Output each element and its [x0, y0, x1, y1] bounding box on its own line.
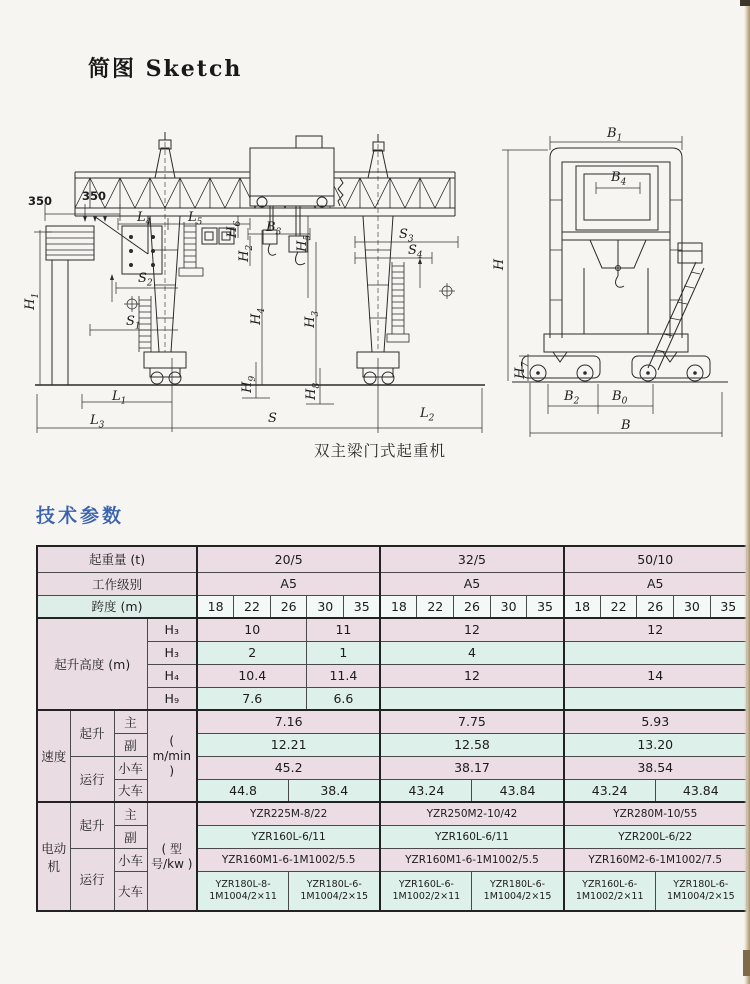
table-cell: YZR160L-6/11: [380, 825, 563, 848]
table-cell: YZR280M-10/55: [564, 802, 747, 825]
dim-label: $S_1$: [126, 314, 141, 332]
table-cell: 32/5: [380, 546, 563, 572]
table-cell: YZR160L-6/11: [197, 825, 380, 848]
dim-label: $L_5$: [188, 210, 203, 228]
table-cell: 工作级别: [37, 572, 197, 595]
table-cell: YZR160M2-6-1M1002/7.5: [564, 848, 747, 871]
trolley-house: [562, 166, 670, 334]
table-cell: 起升: [70, 710, 114, 756]
table-cell: 30: [490, 595, 527, 618]
dim-label: $L_3$: [90, 413, 105, 431]
front-view: [34, 132, 485, 433]
table-cell: 7.6: [197, 687, 307, 710]
table-cell: 26: [270, 595, 307, 618]
table-cell: YZR200L-6/22: [564, 825, 747, 848]
dim-label: $H_1$: [23, 292, 41, 310]
table-cell: 18: [197, 595, 234, 618]
table-cell: YZR160M1-6-1M1002/5.5: [380, 848, 563, 871]
table-cell: 4: [380, 641, 563, 664]
table-cell: 12: [380, 618, 563, 641]
table-cell: 10: [197, 618, 307, 641]
dim-label: $B_0$: [612, 389, 628, 407]
ladders: [139, 222, 409, 352]
table-cell: 43.84: [655, 779, 747, 802]
table-cell: 小车: [114, 848, 147, 871]
table-cell: 22: [417, 595, 454, 618]
table-cell: 35: [710, 595, 747, 618]
dim-label: $H_4$: [249, 307, 267, 325]
dim-label: $B_4$: [611, 170, 627, 188]
table-cell: 11: [307, 618, 380, 641]
scan-corner-mark-bottom: [743, 950, 750, 976]
table-cell: 运行: [70, 756, 114, 802]
table-cell: 起重量 (t): [37, 546, 197, 572]
dim-label: $H_8$: [304, 382, 322, 400]
table-cell: 45.2: [197, 756, 380, 779]
table-row: [37, 546, 747, 572]
table-cell: [380, 687, 563, 710]
table-cell: [564, 687, 747, 710]
crane-diagram: [0, 0, 750, 478]
table-cell: YZR180L-6-1M1004/2×15: [655, 871, 747, 911]
dim-label: $L_1$: [112, 389, 127, 407]
table-cell: 7.75: [380, 710, 563, 733]
table-row: [37, 779, 747, 802]
table-cell: 13.20: [564, 733, 747, 756]
diagram-caption: 双主梁门式起重机: [314, 442, 447, 460]
table-cell: YZR160L-6-1M1002/2×11: [564, 871, 656, 911]
dim-label: $H_2$: [237, 244, 255, 262]
table-row: [37, 871, 747, 911]
table-cell: ( m/min ): [147, 710, 197, 802]
table-cell: 7.16: [197, 710, 380, 733]
table-cell: 运行: [70, 848, 114, 911]
table-cell: 小车: [114, 756, 147, 779]
dim-label: $H_9$: [240, 375, 258, 393]
table-cell: 副: [114, 825, 147, 848]
table-cell: 30: [307, 595, 344, 618]
table-cell: 18: [564, 595, 601, 618]
table-cell: H₃: [147, 618, 197, 641]
table-cell: 30: [674, 595, 711, 618]
table-cell: 12.58: [380, 733, 563, 756]
sketch-title: 简图 Sketch: [88, 56, 243, 82]
table-cell: 38.54: [564, 756, 747, 779]
table-cell: 43.24: [380, 779, 472, 802]
dim-label: S: [268, 411, 277, 426]
table-cell: ( 型号/kw ): [147, 802, 197, 911]
table-row: [37, 618, 747, 641]
table-cell: 速度: [37, 710, 70, 802]
dim-label: $B_2$: [564, 389, 580, 407]
sill-and-bogies: [512, 334, 728, 382]
scan-edge-artifact: [744, 0, 750, 984]
table-cell: 43.24: [564, 779, 656, 802]
table-cell: A5: [380, 572, 563, 595]
table-cell: YZR160L-6-1M1002/2×11: [380, 871, 472, 911]
table-cell: YZR160M1-6-1M1002/5.5: [197, 848, 380, 871]
table-cell: 跨度 (m): [37, 595, 197, 618]
dim-label: $H_3$: [303, 310, 321, 328]
table-cell: [564, 641, 747, 664]
dim-label: $S_3$: [399, 227, 414, 245]
table-cell: 起升: [70, 802, 114, 848]
table-cell: 11.4: [307, 664, 380, 687]
table-cell: 10.4: [197, 664, 307, 687]
dim-label: 350: [82, 189, 107, 203]
table-cell: 26: [637, 595, 674, 618]
dim-label: $L_2$: [420, 406, 435, 424]
table-cell: 44.8: [197, 779, 289, 802]
table-cell: 50/10: [564, 546, 747, 572]
table-cell: 26: [454, 595, 491, 618]
scan-corner-mark: [740, 0, 750, 6]
table-cell: 1: [307, 641, 380, 664]
table-cell: YZR225M-8/22: [197, 802, 380, 825]
dim-label: $S_4$: [408, 243, 423, 261]
table-cell: 18: [380, 595, 417, 618]
dim-label: $H_7$: [513, 361, 531, 379]
dim-label: $L_4$: [137, 210, 152, 228]
table-cell: 大车: [114, 871, 147, 911]
table-cell: 35: [527, 595, 564, 618]
dim-label: B: [621, 418, 631, 433]
dim-label: $B_1$: [607, 126, 623, 144]
table-cell: 20/5: [197, 546, 380, 572]
table-cell: H₄: [147, 664, 197, 687]
table-cell: A5: [197, 572, 380, 595]
dim-label: H: [492, 258, 508, 271]
table-cell: 大车: [114, 779, 147, 802]
table-cell: 12: [380, 664, 563, 687]
table-row: [37, 595, 747, 618]
table-row: [37, 733, 747, 756]
stairway: [648, 243, 704, 370]
table-cell: 6.6: [307, 687, 380, 710]
table-row: [37, 802, 747, 825]
table-cell: 12: [564, 618, 747, 641]
table-row: [37, 572, 747, 595]
dim-label: $S_2$: [138, 271, 153, 289]
table-cell: 35: [344, 595, 381, 618]
dim-label: $H_6$: [225, 220, 243, 238]
table-cell: 14: [564, 664, 747, 687]
table-cell: A5: [564, 572, 747, 595]
table-cell: 12.21: [197, 733, 380, 756]
table-cell: 38.17: [380, 756, 563, 779]
params-table: [36, 545, 748, 912]
table-cell: 2: [197, 641, 307, 664]
table-cell: 电动机: [37, 802, 70, 911]
table-row: [37, 756, 747, 779]
table-row: [37, 848, 747, 871]
table-cell: 22: [600, 595, 637, 618]
table-cell: 43.84: [472, 779, 564, 802]
table-row: [37, 825, 747, 848]
dim-label: $B_3$: [266, 220, 282, 238]
params-title: 技术参数: [36, 505, 125, 527]
dim-label: $H_5$: [295, 234, 313, 252]
table-cell: YZR180L-6-1M1004/2×15: [289, 871, 381, 911]
table-cell: H₉: [147, 687, 197, 710]
table-cell: YZR250M2-10/42: [380, 802, 563, 825]
trolley: [250, 136, 334, 207]
table-cell: 主: [114, 802, 147, 825]
table-cell: YZR180L-8-1M1004/2×11: [197, 871, 289, 911]
table-cell: 5.93: [564, 710, 747, 733]
table-cell: YZR180L-6-1M1004/2×15: [472, 871, 564, 911]
end-trestle: [46, 216, 148, 385]
table-cell: 22: [234, 595, 271, 618]
table-row: [37, 710, 747, 733]
table-cell: 38.4: [289, 779, 381, 802]
table-cell: H₃: [147, 641, 197, 664]
table-cell: 副: [114, 733, 147, 756]
table-cell: 主: [114, 710, 147, 733]
dim-label: 350: [28, 194, 53, 208]
end-trucks: [144, 352, 399, 384]
table-cell: 起升高度 (m): [37, 618, 147, 710]
